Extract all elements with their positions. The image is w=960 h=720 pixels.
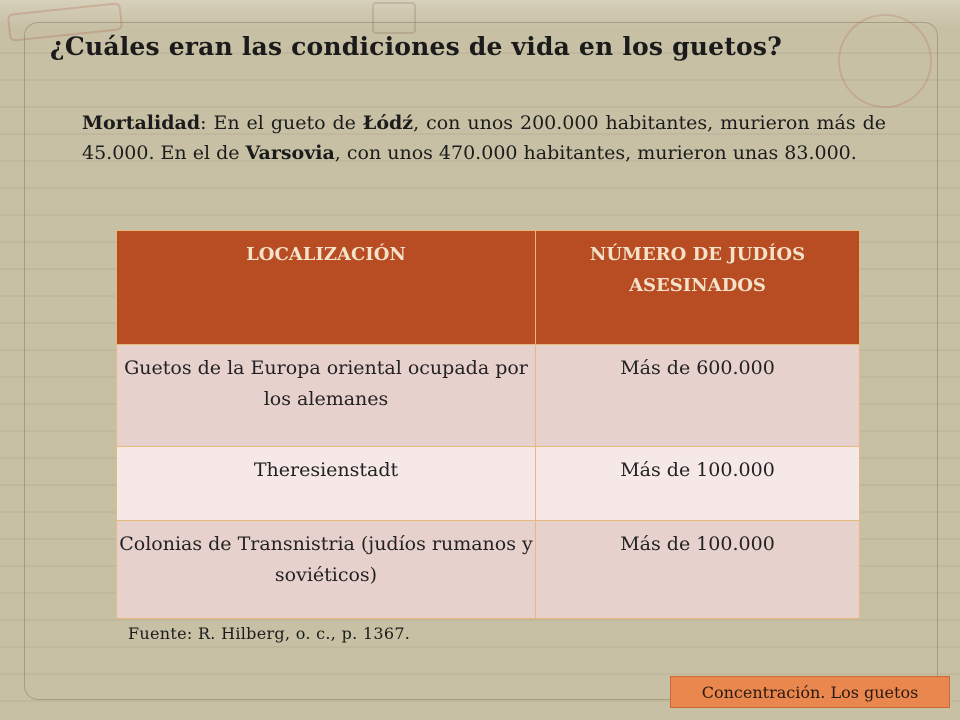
paragraph-text-1: : En el gueto de: [200, 112, 363, 134]
header-numero-asesinados: NÚMERO DE JUDÍOS ASESINADOS: [536, 231, 860, 345]
table-row: [117, 521, 860, 619]
header-localizacion: LOCALIZACIÓN: [117, 231, 536, 345]
table-header-row: [117, 231, 860, 345]
table-cell-count: Más de 600.000: [536, 345, 860, 447]
slide-title: ¿Cuáles eran las condiciones de vida en los guetos?: [50, 32, 782, 61]
table-cell-location: Theresienstadt: [117, 447, 536, 521]
paragraph-label: Mortalidad: [82, 112, 201, 134]
city-lodz: Łódź: [362, 112, 414, 134]
paragraph-text-3: , con unos 470.000 habitantes, murieron unas 83.000.: [334, 142, 857, 164]
mortality-paragraph: [82, 108, 886, 168]
table-cell-count: Más de 100.000: [536, 521, 860, 619]
source-citation: Fuente: R. Hilberg, o. c., p. 1367.: [128, 624, 411, 643]
decorative-seal-right: [838, 14, 932, 108]
paragraph-text-2: , con unos 200.000 habitantes, murieron más de 45.000. En el de: [82, 112, 886, 164]
city-varsovia: Varsovia: [245, 142, 335, 164]
table-cell-location: Guetos de la Europa oriental ocupada por los alemanes: [117, 345, 536, 447]
ghetto-deaths-table: [116, 230, 860, 619]
table-cell-count: Más de 100.000: [536, 447, 860, 521]
section-tag-link[interactable]: Concentración. Los guetos: [670, 676, 950, 708]
decorative-header-band: [0, 0, 960, 28]
decorative-stamp-center: [372, 2, 416, 34]
table-row: [117, 345, 860, 447]
table-cell-location: Colonias de Transnistria (judíos rumanos y soviéticos): [117, 521, 536, 619]
table-row: [117, 447, 860, 521]
